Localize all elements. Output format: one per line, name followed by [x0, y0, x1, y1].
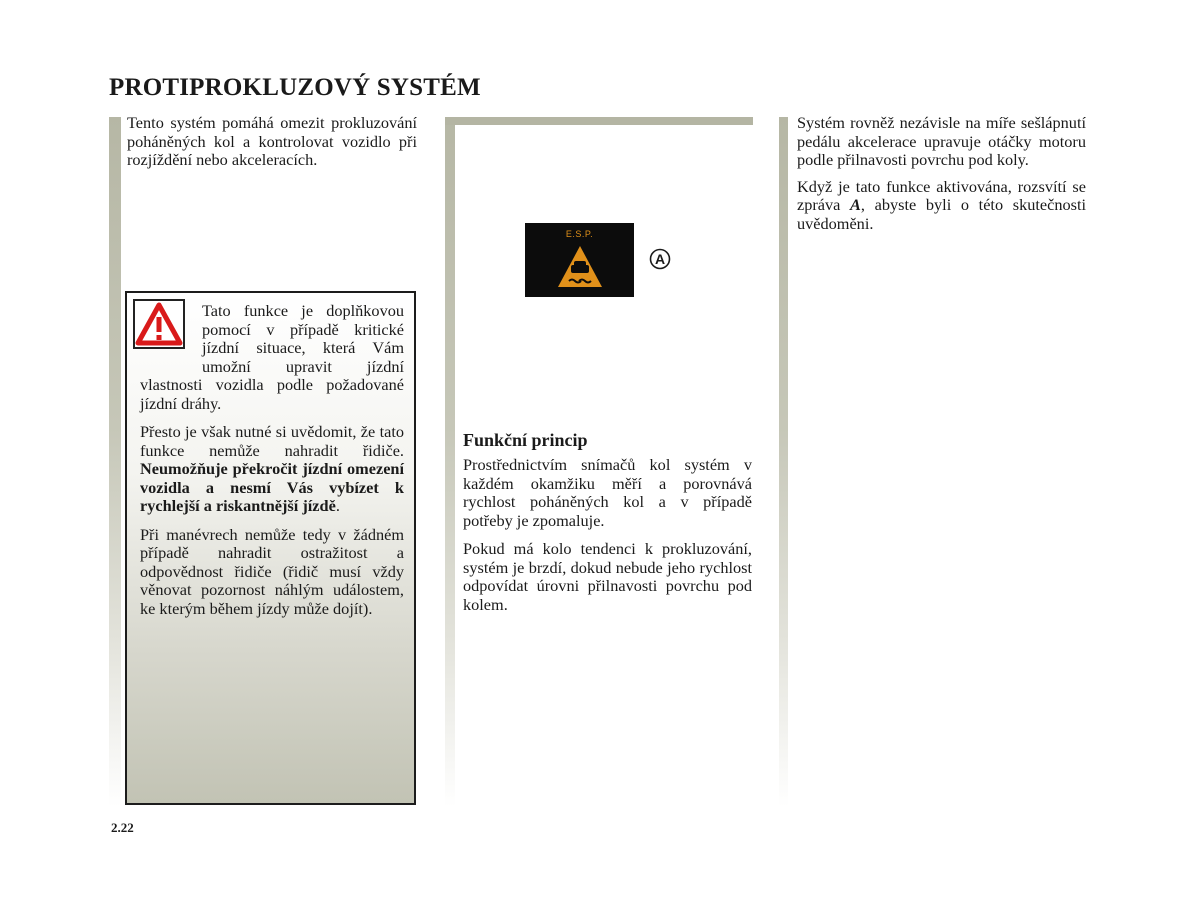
- section-heading: Funkční princip: [463, 430, 588, 450]
- right-paragraph-1: Systém rovněž nezávisle na míře sešlápnutí pedálu akcelerace upravuje otáčky motoru podle přilnavosti povrchu pod koly.: [797, 113, 1086, 169]
- warning-paragraph-2: [140, 423, 404, 516]
- page-number: 2.22: [111, 820, 134, 835]
- column-top-bar-middle: [445, 117, 753, 125]
- principle-paragraph-1: Prostřednictvím snímačů kol systém v každém okamžiku měří a porovnává rychlost poháněných kol a v případě potřeby je zpomaluje.: [463, 455, 752, 530]
- skidding-car-icon: [555, 243, 605, 291]
- right-paragraph-2: [797, 178, 1086, 234]
- warning-paragraph-1: Tato funkce je doplňkovou pomocí v případě kritické jízdní situace, která Vám umožní upravit jízdní vlastnosti vozidla podle požadované jízdní dráhy.: [140, 301, 404, 413]
- intro-text-block: [127, 114, 417, 170]
- warning-paragraph-3: Při manévrech nemůže tedy v žádném případě nahradit ostražitost a odpovědnost řidiče (řidič musí vždy věnovat pozornost náhlým událostem, ke kterým během jízdy může dojít).: [140, 524, 404, 618]
- right-paragraph-2-end: , abyste byli o této skutečnosti uvědoměni.: [797, 195, 1087, 233]
- column-side-bar-middle: [445, 117, 455, 807]
- right-paragraph-2-letter: A: [850, 195, 861, 214]
- warning-paragraph-2-end: .: [335, 496, 340, 515]
- callout-letter: A: [654, 251, 666, 267]
- warning-text: [140, 302, 404, 628]
- esp-label: E.S.P.: [565, 229, 594, 239]
- column-side-bar-left: [109, 117, 121, 807]
- right-paragraph-2-start: Když je tato funkce aktivována, rozsvítí se zpráva: [797, 176, 1086, 214]
- intro-paragraph: Tento systém pomáhá omezit prokluzování poháněných kol a kontrolovat vozidlo při rozjíždění nebo akceleracích.: [127, 113, 417, 169]
- page-title: PROTIPROKLUZOVÝ SYSTÉM: [109, 74, 481, 101]
- warning-box: [125, 291, 416, 805]
- warning-paragraph-2-bold: Neumožňuje překročit jízdní omezení vozidla a nesmí Vás vybízet k rychlejší a riskantnější jízdě: [140, 459, 404, 515]
- column-side-bar-right: [779, 117, 788, 807]
- right-column-text: [797, 114, 1086, 241]
- principle-paragraph-2: Pokud má kolo tendenci k prokluzování, systém je brzdí, dokud nebude jeho rychlost odpovídat úrovni přilnavosti povrchu pod kolem.: [463, 539, 752, 614]
- function-principle-section: [463, 430, 752, 624]
- warning-paragraph-2-text: Přesto je však nutné si uvědomit, že tato funkce nemůže nahradit řidiče.: [140, 422, 404, 460]
- callout-a-icon: [649, 248, 671, 270]
- esp-warning-light: [525, 223, 634, 297]
